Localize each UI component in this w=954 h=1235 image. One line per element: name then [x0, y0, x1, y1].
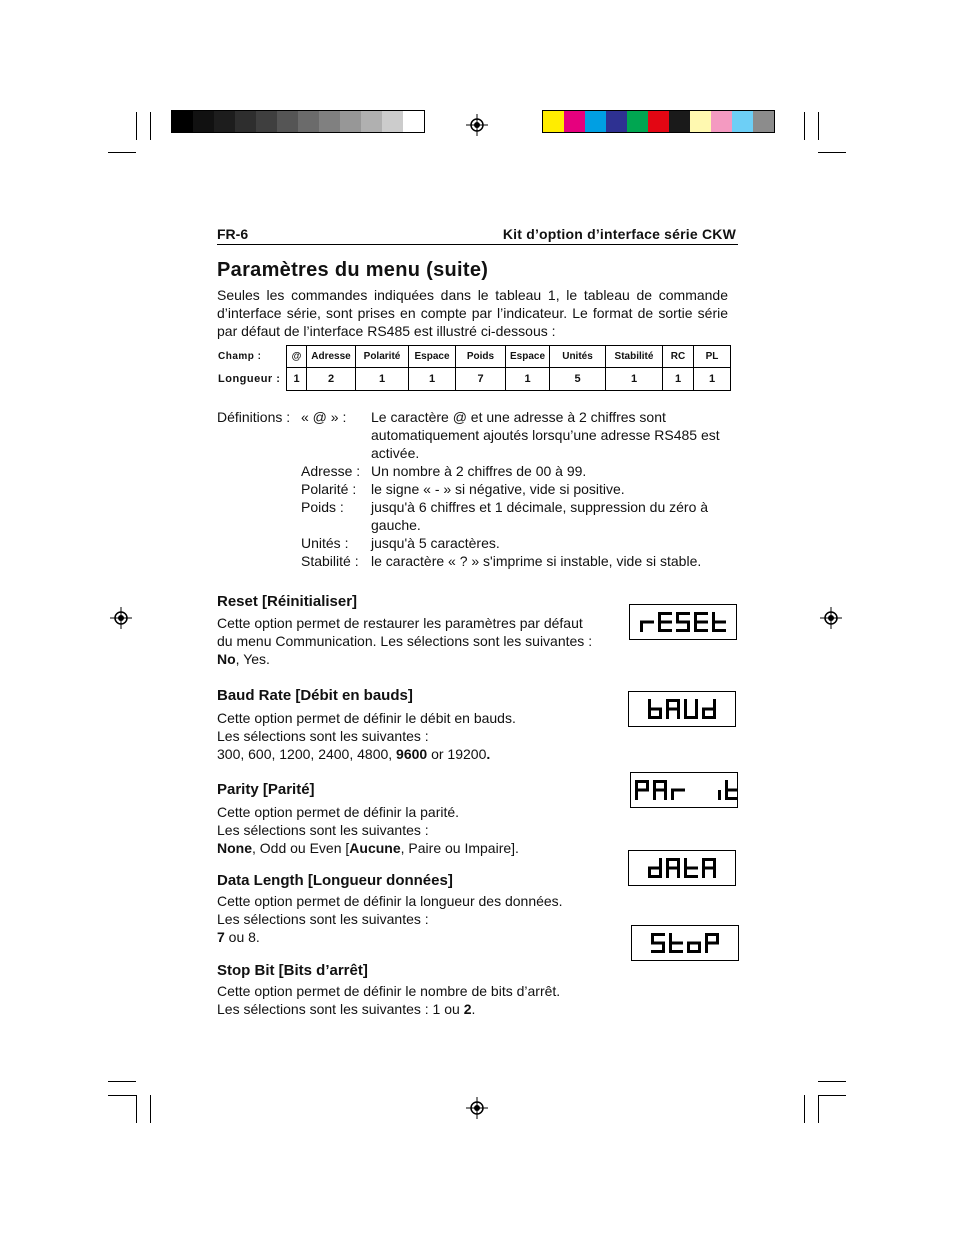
default-option: No	[217, 651, 236, 667]
lcd-segment	[640, 621, 654, 624]
table-cell: Espace	[409, 346, 456, 368]
table-cell: RC	[663, 346, 694, 368]
options-text: , Odd ou Even [	[252, 840, 350, 856]
section-title-reset: Reset [Réinitialiser]	[217, 593, 358, 610]
table-cell: 1	[287, 368, 307, 391]
table-cell	[731, 346, 733, 368]
color-swatch	[214, 111, 235, 132]
lcd-character	[725, 780, 737, 800]
options-text: Les sélections sont les suivantes : 1 ou	[217, 1001, 464, 1017]
definition-term: Polarité :	[301, 481, 357, 497]
process-color-bar	[542, 110, 775, 133]
lcd-character	[653, 780, 667, 800]
color-swatch	[711, 111, 732, 132]
seven-segment-readout	[631, 773, 737, 807]
registration-mark-icon	[466, 114, 488, 136]
lcd-character	[669, 933, 683, 953]
color-swatch	[403, 111, 424, 132]
lcd-character	[658, 612, 672, 632]
row-label-champ: Champ :	[218, 351, 262, 362]
options-text: , Yes.	[235, 651, 270, 667]
definition-text: gauche.	[371, 517, 421, 533]
default-option: 9600	[396, 746, 428, 762]
definition-text: le caractère « ? » s'imprime si instable, vide si stable.	[371, 553, 702, 569]
lcd-segment	[658, 621, 672, 624]
crop-mark	[108, 1081, 136, 1082]
definition-text: le signe « - » si négative, vide si positive.	[371, 481, 625, 497]
lcd-segment	[695, 699, 698, 709]
lcd-display-baud	[628, 691, 736, 727]
body-line	[217, 839, 519, 857]
body-line: Les sélections sont les suivantes :	[217, 911, 429, 927]
body-line: du menu Communication. Les sélections sont les suivantes :	[217, 633, 593, 649]
definitions-label: Définitions :	[217, 409, 291, 425]
lcd-segment	[676, 621, 690, 624]
definition-term: Unités :	[301, 535, 349, 551]
lcd-character	[648, 858, 662, 878]
lcd-segment	[705, 942, 719, 945]
lcd-segment	[648, 708, 662, 711]
table-cell: 1	[356, 368, 409, 391]
definition-term: « @ » :	[301, 409, 347, 425]
lcd-character	[666, 699, 680, 719]
table-cell: PL	[694, 346, 731, 368]
color-swatch	[690, 111, 711, 132]
options-text: , Paire ou Impaire].	[400, 840, 519, 856]
lcd-segment	[651, 942, 665, 945]
color-swatch	[648, 111, 669, 132]
body-line: Cette option permet de définir la parité.	[217, 804, 460, 820]
crop-mark	[136, 112, 137, 140]
section-body-baud	[217, 709, 516, 763]
crop-mark	[804, 112, 805, 140]
definition-text: jusqu'à 5 caractères.	[371, 535, 500, 551]
body-line: Cette option permet de définir la longueur des données.	[217, 893, 563, 909]
table-row	[217, 346, 732, 368]
row-label-longueur: Longueur :	[218, 373, 281, 385]
table-cell: 2	[307, 368, 356, 391]
lcd-segment	[684, 699, 687, 709]
lcd-segment	[702, 708, 716, 711]
definition-text: Le caractère @ et une adresse à 2 chiffres sont	[371, 409, 666, 425]
crop-mark	[150, 1095, 151, 1123]
table-cell	[731, 368, 733, 391]
color-swatch	[606, 111, 627, 132]
table-row	[217, 368, 732, 391]
lcd-character	[676, 612, 690, 632]
section-title-baud: Baud Rate [Débit en bauds]	[217, 687, 413, 704]
table-cell: 1	[506, 368, 550, 391]
table-cell: 1	[409, 368, 456, 391]
default-option: 7	[217, 929, 225, 945]
intro-paragraph: Seules les commandes indiquées dans le tableau 1, le tableau de commande d’interface série, sont prises en compte par l’indicateur. Le format de sortie série par défaut de l’interface RS485 est illustré ci-dessous :	[217, 287, 728, 339]
lcd-segment	[635, 789, 649, 792]
body-line	[217, 1000, 560, 1018]
table-cell: Polarité	[356, 346, 409, 368]
color-swatch	[753, 111, 774, 132]
lcd-character	[684, 699, 698, 719]
section-body-reset	[217, 614, 601, 668]
seven-segment-readout	[629, 851, 735, 885]
body-line: Cette option permet de restaurer les paramètres par défaut	[217, 615, 583, 631]
seven-segment-readout	[630, 605, 736, 639]
lcd-segment	[725, 789, 737, 792]
color-swatch	[193, 111, 214, 132]
table-cell: 5	[550, 368, 606, 391]
lcd-character	[666, 858, 680, 878]
section-body-parity	[217, 803, 519, 857]
lcd-character	[687, 942, 701, 954]
definition-term: Poids :	[301, 499, 344, 515]
lcd-segment	[687, 942, 701, 945]
table-cell: 1	[663, 368, 694, 391]
color-swatch	[235, 111, 256, 132]
lcd-segment	[666, 867, 680, 870]
crop-mark	[818, 1095, 819, 1123]
options-text: or 19200	[427, 746, 487, 762]
seven-segment-readout	[632, 926, 738, 960]
color-swatch	[361, 111, 382, 132]
lcd-display-parity	[630, 772, 738, 808]
color-swatch	[340, 111, 361, 132]
color-swatch	[172, 111, 193, 132]
lcd-display-reset	[629, 604, 737, 640]
definition-text: Un nombre à 2 chiffres de 00 à 99.	[371, 463, 587, 479]
seven-segment-readout	[629, 692, 735, 726]
lcd-segment	[666, 708, 680, 711]
table-cell: 1	[694, 368, 731, 391]
body-line: Cette option permet de définir le débit en bauds.	[217, 710, 516, 726]
body-line	[217, 650, 601, 668]
lcd-segment	[718, 790, 721, 800]
crop-mark	[818, 1095, 846, 1096]
section-body-data-length	[217, 892, 563, 946]
body-line: Les sélections sont les suivantes :	[217, 728, 429, 744]
table-cell: @	[287, 346, 307, 368]
lcd-character	[702, 699, 716, 719]
color-swatch	[732, 111, 753, 132]
definition-text: automatiquement ajoutés lorsqu’une adresse RS485 est	[371, 427, 720, 443]
page-title: Paramètres du menu (suite)	[217, 259, 489, 281]
color-swatch	[382, 111, 403, 132]
crop-mark	[818, 1081, 846, 1082]
table-cell: Unités	[550, 346, 606, 368]
definition-text: jusqu'à 6 chiffres et 1 décimale, suppression du zéro à	[371, 499, 709, 515]
options-text: ou 8.	[224, 929, 260, 945]
color-swatch	[669, 111, 690, 132]
default-option: None	[217, 840, 252, 856]
lcd-segment	[653, 789, 667, 792]
color-swatch	[564, 111, 585, 132]
default-option: Aucune	[349, 840, 401, 856]
section-title-parity: Parity [Parité]	[217, 781, 315, 798]
lcd-character	[640, 621, 654, 633]
lcd-segment	[648, 867, 662, 870]
output-format-table	[217, 345, 732, 391]
definition-term: Adresse :	[301, 463, 361, 479]
crop-mark	[150, 112, 151, 140]
crop-mark	[818, 112, 819, 140]
lcd-display-data	[628, 850, 736, 886]
color-swatch	[585, 111, 606, 132]
table-cell: 7	[456, 368, 506, 391]
color-swatch	[256, 111, 277, 132]
crop-mark	[818, 152, 846, 153]
header-rule	[217, 244, 738, 245]
registration-mark-icon	[110, 607, 132, 629]
lcd-segment	[684, 709, 687, 719]
options-text: 300, 600, 1200, 2400, 4800,	[217, 746, 397, 762]
lcd-segment	[712, 621, 726, 624]
crop-mark	[804, 1095, 805, 1123]
color-swatch	[627, 111, 648, 132]
lcd-character	[648, 699, 662, 719]
lcd-character	[694, 612, 708, 632]
document-title: Kit d’option d’interface série CKW	[502, 226, 736, 242]
table-cell: 1	[606, 368, 663, 391]
table-cell: Stabilité	[606, 346, 663, 368]
lcd-segment	[684, 867, 698, 870]
table-cell: Poids	[456, 346, 506, 368]
lcd-segment	[671, 789, 685, 792]
section-title-stop-bit: Stop Bit [Bits d’arrêt]	[217, 962, 368, 979]
crop-mark	[108, 152, 136, 153]
definition-text: activée.	[371, 445, 420, 461]
color-swatch	[319, 111, 340, 132]
table-cell: Espace	[506, 346, 550, 368]
lcd-character	[671, 789, 685, 801]
grayscale-color-bar	[171, 110, 425, 133]
lcd-segment	[694, 621, 708, 624]
table-cell: Adresse	[307, 346, 356, 368]
lcd-character	[705, 933, 719, 953]
lcd-segment	[676, 629, 690, 632]
options-text: .	[471, 1001, 476, 1017]
color-swatch	[543, 111, 564, 132]
definition-term: Stabilité :	[301, 553, 359, 569]
section-body-stop-bit	[217, 982, 560, 1018]
lcd-segment	[669, 942, 683, 945]
lcd-segment	[651, 950, 665, 953]
body-line	[217, 928, 563, 946]
default-option: 2	[463, 1001, 472, 1017]
page-number: FR-6	[217, 226, 249, 242]
lcd-character	[651, 933, 665, 953]
lcd-character	[684, 858, 698, 878]
body-line	[217, 745, 516, 763]
crop-mark	[136, 1095, 137, 1123]
period: .	[486, 746, 491, 762]
registration-mark-icon	[820, 607, 842, 629]
body-line: Les sélections sont les suivantes :	[217, 822, 429, 838]
lcd-character	[635, 780, 649, 800]
lcd-character	[712, 612, 726, 632]
registration-mark-icon	[466, 1097, 488, 1119]
lcd-character	[702, 858, 716, 878]
body-line: Cette option permet de définir le nombre de bits d’arrêt.	[217, 983, 561, 999]
color-swatch	[277, 111, 298, 132]
lcd-display-stop	[631, 925, 739, 961]
color-swatch	[298, 111, 319, 132]
lcd-segment	[702, 867, 716, 870]
lcd-character	[718, 790, 721, 800]
crop-mark	[108, 1095, 136, 1096]
section-title-data-length: Data Length [Longueur données]	[217, 872, 453, 889]
